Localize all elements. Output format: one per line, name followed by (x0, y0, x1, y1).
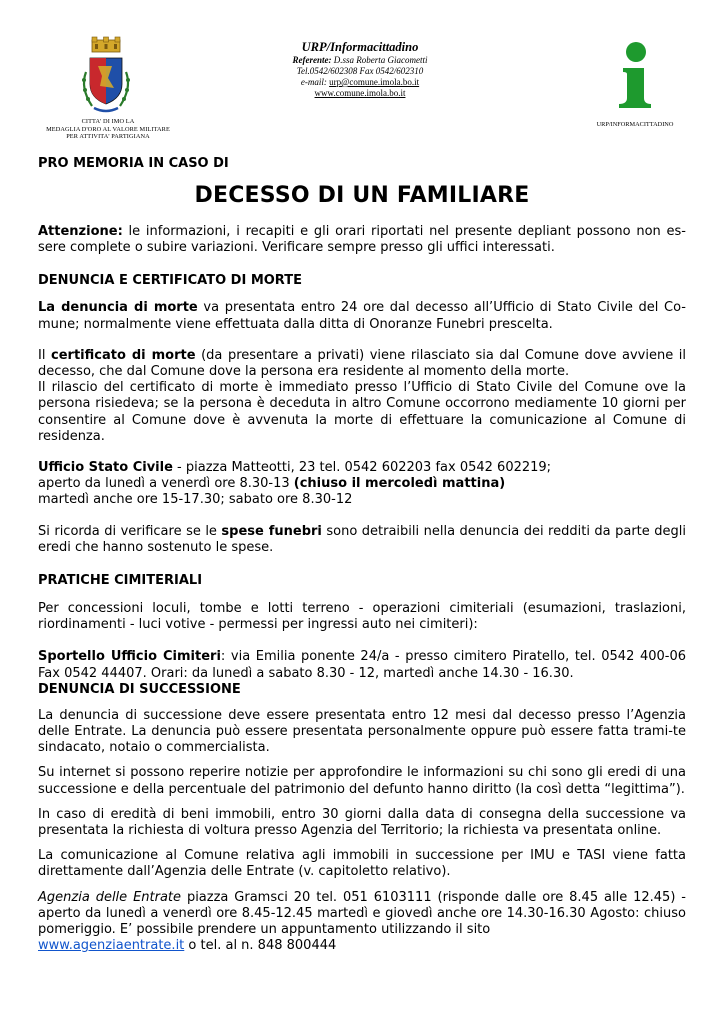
cemetery-office-paragraph (38, 649, 686, 681)
page-title: DECESSO DI UN FAMILIARE (194, 183, 530, 208)
document-body (38, 150, 686, 955)
urp-tel-fax: Tel.0542/602308 Fax 0542/602310 (296, 66, 424, 76)
city-name: CITTA' DI IMO LA (81, 118, 135, 125)
certificate-bold: certificato di morte (51, 347, 196, 363)
pretitle: PRO MEMORIA IN CASO DI (38, 156, 229, 171)
city-medal-reason: PER ATTIVITA' PARTIGIANA (66, 133, 150, 140)
agency-website-link[interactable]: www.agenziaentrate.it (38, 938, 185, 954)
civil-office-name: Ufficio Stato Civile (38, 460, 173, 476)
city-caption (38, 118, 178, 141)
death-report-bold: La denuncia di morte (38, 300, 198, 316)
cemetery-office-name: Sportello Ufficio Cimiteri (38, 649, 221, 665)
civil-office-paragraph (38, 460, 686, 509)
death-report-paragraph (38, 300, 686, 332)
section-title-cemetery: PRATICHE CIMITERIALI (38, 573, 203, 589)
referente-name: D.ssa Roberta Giacometti (333, 55, 428, 65)
info-caption: URP/INFORMACITTADINO (596, 121, 674, 128)
info-icon (611, 40, 661, 110)
civil-office-hours: aperto da lunedì a venerdì ore 8.30-13 (38, 476, 294, 492)
agency-phone: o tel. al n. 848 800444 (184, 938, 337, 954)
funeral-costs-paragraph (38, 524, 686, 556)
death-report-text: va presentata entro 24 ore dal decesso all’Ufficio di Stato Civile del Co-mune; normalmente viene effettuata dalla ditta di Onoranze Funebri prescelta. (38, 300, 687, 332)
agency-paragraph (38, 890, 686, 955)
referente-label: Referente: (292, 55, 332, 65)
funeral-costs-pre: Si ricorda di verificare se le (38, 523, 222, 539)
funeral-costs-text: sono detraibili nella denuncia dei redditi da parte degli eredi che hanno sostenuto le spese. (38, 523, 686, 555)
succession-paragraph-2: Su internet si possono reperire notizie per approfondire le informazioni su chi sono gli eredi di una successione e della percentuale del patrimonio del defunto hanno diritto (la così detta “legittima”). (38, 765, 686, 797)
certificate-pre: Il (38, 347, 52, 363)
email-link[interactable]: urp@comune.imola.bo.it (329, 77, 420, 87)
certificate-text: (da presentare a privati) viene rilasciato sia dal Comune dove avviene il decesso, che dal Comune dove la persona era residente al momento della morte. (38, 347, 687, 380)
funeral-costs-bold: spese funebri (221, 523, 322, 539)
document-header (0, 0, 724, 150)
section-title-succession: DENUNCIA DI SUCCESSIONE (38, 681, 241, 697)
civil-office-address: - piazza Matteotti, 23 tel. 0542 602203 fax 0542 602219; (172, 460, 552, 476)
attention-label: Attenzione: (38, 224, 123, 239)
succession-paragraph-3: In caso di eredità di beni immobili, entro 30 giorni dalla data di consegna della successione va presentata la richiesta di voltura presso Agenzia del Territorio; la richiesta va presentata online. (38, 806, 686, 839)
civil-office-closed: (chiuso il mercoledì mattina) (293, 476, 506, 492)
city-medal: MEDAGLIA D'ORO AL VALORE MILITARE (46, 125, 170, 133)
succession-paragraph-4: La comunicazione al Comune relativa agli immobili in successione per IMU e TASI viene fatta direttamente dall’Agenzia delle Entrate (v. capitoletto relativo). (38, 848, 686, 880)
attention-text: le informazioni, i recapiti e gli orari riportati nel presente depliant possono non es-sere complete o subire variazioni. Verificare sempre presso gli uffici interessati. (38, 224, 686, 256)
attention-paragraph (38, 224, 686, 256)
certificate-paragraph (38, 348, 686, 380)
urp-contact-block (250, 40, 470, 99)
cemetery-paragraph: Per concessioni loculi, tombe e lotti terreno - operazioni cimiteriali (esumazioni, traslazioni, riordinamenti - luci votive - permessi per ingressi auto nei cimiteri): (38, 601, 686, 633)
succession-paragraph-1: La denuncia di successione deve essere presentata entro 12 mesi dal decesso presso l’Agenzia delle Entrate. La denuncia può essere presentata personalmente oppure può essere fatta trami-te sindacato, notaio o commercialista. (38, 707, 686, 756)
urp-title: URP/Informacittadino (301, 40, 419, 54)
agency-text: piazza Gramsci 20 tel. 051 6103111 (risponde dalle ore 8.45 alle 12.45) - aperto da lunedì a venerdì ore 8.45-12.45 martedì e giovedì anche ore 14.30-16.30 Agosto: chiuso pomeriggio. E’ possibile prendere un appuntamento utilizzando il sito (38, 889, 686, 938)
email-label: e-mail: (300, 77, 327, 87)
cemetery-office-details: : via Emilia ponente 24/a - presso cimitero Piratello, tel. 0542 400-06 Fax 0542 44407. Orari: da lunedì a sabato 8.30 - 12, martedì anche 14.30 - 16.30. (38, 649, 686, 681)
agency-name: Agenzia delle Entrate (38, 889, 182, 905)
website-link[interactable]: www.comune.imola.bo.it (314, 88, 406, 98)
certificate-release-paragraph: Il rilascio del certificato di morte è immediato presso l’Ufficio di Stato Civile del Comune ove la persona risiedeva; se la persona è deceduta in altro Comune occorrono mediamente 10 giorni per consentire al Comune dove è avvenuta la morte di effettuare la comunicazione al Comune di residenza. (38, 380, 686, 444)
city-crest-icon (78, 36, 134, 116)
section-title-death-certificate: DENUNCIA E CERTIFICATO DI MORTE (38, 273, 302, 289)
urp-email-line (250, 77, 470, 88)
urp-referente (250, 55, 470, 66)
civil-office-hours-extra: martedì anche ore 15-17.30; sabato ore 8.30-12 (38, 492, 353, 508)
